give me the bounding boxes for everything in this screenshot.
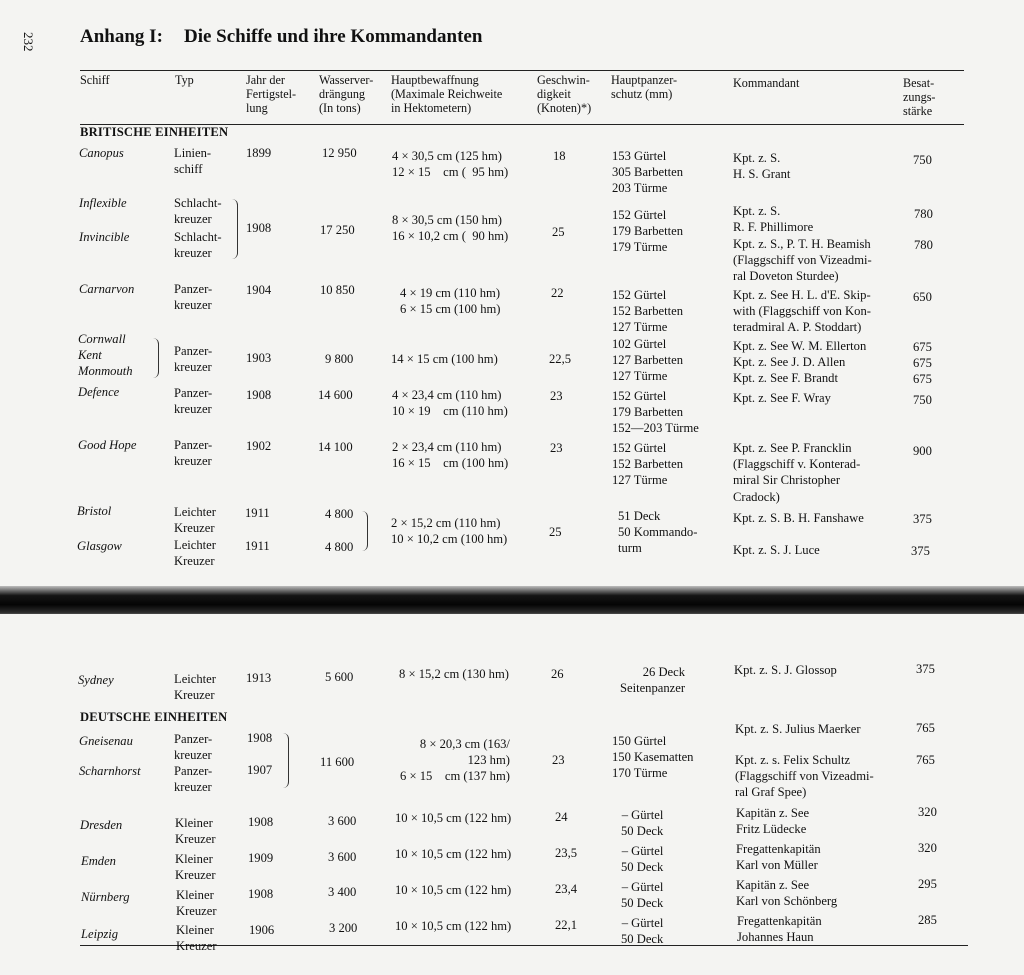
- ship-type: Panzer- kreuzer: [174, 732, 213, 763]
- ship-armor: – Gürtel 50 Deck: [621, 880, 664, 911]
- ship-displacement: 3 600: [328, 850, 357, 864]
- ship-speed: 23,4: [555, 882, 578, 896]
- ship-commander: Kapitän z. See Karl von Schönberg: [736, 878, 838, 909]
- ship-speed: 23: [550, 389, 563, 403]
- ship-armament: 14 × 15 cm (100 hm): [391, 352, 498, 366]
- ship-armor: 153 Gürtel 305 Barbetten 203 Türme: [612, 149, 683, 196]
- appendix-heading: [80, 26, 482, 48]
- brace-bracket: [153, 338, 159, 378]
- ship-armor: 102 Gürtel 127 Barbetten 127 Türme: [612, 337, 683, 384]
- ship-crew: 320: [918, 841, 937, 855]
- column-header-hauptpanzerschutz: Hauptpanzer- schutz (mm): [611, 73, 678, 102]
- ship-armor: 152 Gürtel 179 Barbetten 152—203 Türme: [612, 389, 699, 436]
- ship-name: Cornwall Kent Monmouth: [78, 332, 133, 379]
- ship-name: Leipzig: [81, 927, 119, 941]
- ship-armament: 8 × 15,2 cm (130 hm): [399, 667, 509, 681]
- ship-year: 1908: [248, 887, 274, 901]
- ship-commander: Kpt. z. See P. Francklin (Flaggschiff v. Konterad- miral Sir Christopher Cradock): [733, 441, 861, 504]
- ship-type: Schlacht- kreuzer: [174, 196, 222, 227]
- ship-displacement: 3 200: [329, 921, 358, 935]
- ship-type: Kleiner Kreuzer: [175, 816, 216, 847]
- ship-name: Gneisenau: [79, 734, 133, 748]
- ship-armor: – Gürtel 50 Deck: [621, 844, 664, 875]
- ship-crew: 780: [914, 207, 933, 221]
- ship-name: Canopus: [79, 146, 124, 160]
- ship-commander: Fregattenkapitän Johannes Haun: [737, 914, 822, 945]
- ship-crew: 750: [913, 393, 932, 407]
- ship-commander: Fregattenkapitän Karl von Müller: [736, 842, 821, 873]
- column-header-hauptbewaffnung: Hauptbewaffnung (Maximale Reichweite in Hektometern): [391, 73, 503, 116]
- ship-type: Linien- schiff: [174, 146, 212, 177]
- ship-commander: Kpt. z. S., P. T. H. Beamish (Flaggschiff von Vizeadmi- ral Doveton Sturdee): [733, 237, 872, 284]
- ship-commander: Kpt. z. s. Felix Schultz (Flaggschiff von Vizeadmi- ral Graf Spee): [735, 753, 874, 800]
- ship-year: 1909: [248, 851, 274, 865]
- ship-armament: 8 × 30,5 cm (150 hm) 16 × 10,2 cm ( 90 hm): [392, 213, 509, 244]
- ship-name: Emden: [81, 854, 116, 868]
- ship-commander: Kpt. z. See H. L. d'E. Skip- with (Flaggschiff von Kon- teradmiral A. P. Stoddart): [733, 288, 871, 335]
- ship-speed: 23: [552, 753, 565, 767]
- ship-commander: Kpt. z. See F. Wray: [733, 391, 831, 405]
- ship-commander: Kpt. z. S. B. H. Fanshawe: [733, 511, 864, 525]
- column-header-kommandant: Kommandant: [733, 76, 800, 90]
- ship-commander: Kpt. z. S. J. Luce: [733, 543, 820, 557]
- ship-type: Leichter Kreuzer: [174, 538, 216, 569]
- ship-year: 1903: [246, 351, 272, 365]
- ship-year: 1911: [245, 539, 270, 553]
- ship-type: Panzer- kreuzer: [174, 282, 213, 313]
- table-top-rule: [80, 70, 964, 71]
- ship-name: Dresden: [80, 818, 123, 832]
- ship-type: Kleiner Kreuzer: [175, 852, 216, 883]
- ship-armament: 2 × 15,2 cm (110 hm) 10 × 10,2 cm (100 hm): [391, 516, 508, 547]
- ship-crew: 650: [913, 290, 932, 304]
- ship-commander: Kapitän z. See Fritz Lüdecke: [736, 806, 810, 837]
- ship-crew: 375: [913, 512, 932, 526]
- ship-crew: 780: [914, 238, 933, 252]
- ship-name: Nürnberg: [81, 890, 130, 904]
- section-german-units: DEUTSCHE EINHEITEN: [80, 710, 228, 724]
- ship-armament: 10 × 10,5 cm (122 hm): [395, 811, 512, 825]
- ship-type: Panzer- kreuzer: [174, 386, 213, 417]
- ship-name: Inflexible: [79, 196, 127, 210]
- ship-year: 1908: [246, 388, 272, 402]
- ship-armor: 51 Deck 50 Kommando- turm: [618, 509, 698, 556]
- appendix-title: Die Schiffe und ihre Kommandanten: [184, 26, 483, 47]
- ship-type: Leichter Kreuzer: [174, 672, 216, 703]
- ship-displacement: 14 100: [318, 440, 353, 454]
- ship-crew: 765: [916, 753, 935, 767]
- ship-armament: 10 × 10,5 cm (122 hm): [395, 847, 512, 861]
- ship-year: 1908: [247, 731, 273, 745]
- ship-displacement: 5 600: [325, 670, 354, 684]
- column-header-geschwindigkeit: Geschwin- digkeit (Knoten)*): [537, 73, 592, 116]
- ship-type: Panzer- kreuzer: [174, 438, 213, 469]
- appendix-label: Anhang I:: [80, 26, 163, 47]
- column-header-schiff: Schiff: [80, 73, 110, 87]
- ship-speed: 23: [550, 441, 563, 455]
- ship-name: Good Hope: [78, 438, 137, 452]
- ship-displacement: 12 950: [322, 146, 357, 160]
- ship-speed: 22,5: [549, 352, 572, 366]
- ship-crew: 375: [916, 662, 935, 676]
- ship-armament: 10 × 10,5 cm (122 hm): [395, 919, 512, 933]
- ship-type: Panzer- kreuzer: [174, 344, 213, 375]
- ship-crew: 320: [918, 805, 937, 819]
- ship-commander: Kpt. z. S. J. Glossop: [734, 663, 837, 677]
- ship-armament: 4 × 30,5 cm (125 hm) 12 × 15 cm ( 95 hm): [392, 149, 509, 180]
- ship-commander: Kpt. z. See W. M. Ellerton Kpt. z. See J. D. Allen Kpt. z. See F. Brandt: [733, 339, 867, 386]
- ship-speed: 25: [552, 225, 565, 239]
- ship-displacement: 17 250: [320, 223, 355, 237]
- ship-name: Carnarvon: [79, 282, 135, 296]
- ship-displacement: 10 850: [320, 283, 355, 297]
- ship-armament: 4 × 19 cm (110 hm) 6 × 15 cm (100 hm): [400, 286, 501, 317]
- ship-displacement: 9 800: [325, 352, 354, 366]
- ship-commander: Kpt. z. S. Julius Maerker: [735, 722, 861, 736]
- ship-year: 1904: [246, 283, 272, 297]
- ship-type: Panzer- kreuzer: [174, 764, 213, 795]
- ship-crew: 285: [918, 913, 937, 927]
- ship-displacement: 3 400: [328, 885, 357, 899]
- ship-displacement: 11 600: [320, 755, 355, 769]
- ship-displacement: 14 600: [318, 388, 353, 402]
- ship-armor: 152 Gürtel 152 Barbetten 127 Türme: [612, 441, 683, 488]
- ship-type: Kleiner Kreuzer: [176, 888, 217, 919]
- ship-year: 1902: [246, 439, 272, 453]
- ship-name: Invincible: [79, 230, 130, 244]
- column-header-wasserverdraengung: Wasserver- drängung (In tons): [319, 73, 374, 116]
- brace-bracket: [232, 199, 238, 259]
- ship-name: Scharnhorst: [79, 764, 141, 778]
- ship-armament: 2 × 23,4 cm (110 hm) 16 × 15 cm (100 hm): [392, 440, 509, 471]
- ship-crew: 295: [918, 877, 937, 891]
- ship-name: Sydney: [78, 673, 114, 687]
- ship-armor: – Gürtel 50 Deck: [621, 916, 664, 947]
- ship-speed: 23,5: [555, 846, 578, 860]
- column-header-besatzungsstaerke: Besat- zungs- stärke: [903, 76, 936, 119]
- ship-year: 1899: [246, 146, 272, 160]
- section-british-units: BRITISCHE EINHEITEN: [80, 125, 229, 139]
- ship-crew: 675 675 675: [913, 340, 932, 387]
- ship-commander: Kpt. z. S. R. F. Phillimore: [733, 204, 814, 235]
- ship-armament: 4 × 23,4 cm (110 hm) 10 × 19 cm (110 hm): [392, 388, 508, 419]
- ship-armor: 152 Gürtel 152 Barbetten 127 Türme: [612, 288, 683, 335]
- ship-type: Leichter Kreuzer: [174, 505, 216, 536]
- ship-armament: 10 × 10,5 cm (122 hm): [395, 883, 512, 897]
- ship-name: Glasgow: [77, 539, 122, 553]
- ship-armor: 150 Gürtel 150 Kasematten 170 Türme: [612, 734, 694, 781]
- ship-crew: 765: [916, 721, 935, 735]
- ship-commander: Kpt. z. S. H. S. Grant: [733, 151, 791, 182]
- ship-year: 1913: [246, 671, 272, 685]
- column-header-jahr: Jahr der Fertigstel- lung: [246, 73, 297, 116]
- ship-name: Bristol: [77, 504, 112, 518]
- ship-year: 1907: [247, 763, 273, 777]
- ship-armor: 152 Gürtel 179 Barbetten 179 Türme: [612, 208, 683, 255]
- ship-type: Schlacht- kreuzer: [174, 230, 222, 261]
- ship-speed: 22: [551, 286, 564, 300]
- ship-displacement: 3 600: [328, 814, 357, 828]
- ship-crew: 900: [913, 444, 932, 458]
- column-header-typ: Typ: [175, 73, 194, 87]
- ship-armor: – Gürtel 50 Deck: [621, 808, 664, 839]
- ship-year: 1908: [246, 221, 272, 235]
- ship-displacement: 4 800: [325, 540, 354, 554]
- ship-speed: 24: [555, 810, 568, 824]
- ship-year: 1908: [248, 815, 274, 829]
- ship-name: Defence: [78, 385, 120, 399]
- ship-type: Kleiner Kreuzer: [176, 923, 217, 954]
- brace-bracket: [283, 733, 289, 788]
- ship-year: 1906: [249, 923, 275, 937]
- brace-bracket: [362, 511, 368, 551]
- ship-crew: 375: [911, 544, 930, 558]
- ship-speed: 22,1: [555, 918, 578, 932]
- ship-armament: 8 × 20,3 cm (163/ 123 hm) 6 × 15 cm (137 hm): [400, 737, 510, 784]
- ship-speed: 26: [551, 667, 564, 681]
- ship-displacement: 4 800: [325, 507, 354, 521]
- ship-speed: 18: [553, 149, 566, 163]
- ship-year: 1911: [245, 506, 270, 520]
- ship-crew: 750: [913, 153, 932, 167]
- page-number: 232: [21, 32, 36, 52]
- ship-armor: 26 Deck Seitenpanzer: [620, 665, 686, 696]
- ship-speed: 25: [549, 525, 562, 539]
